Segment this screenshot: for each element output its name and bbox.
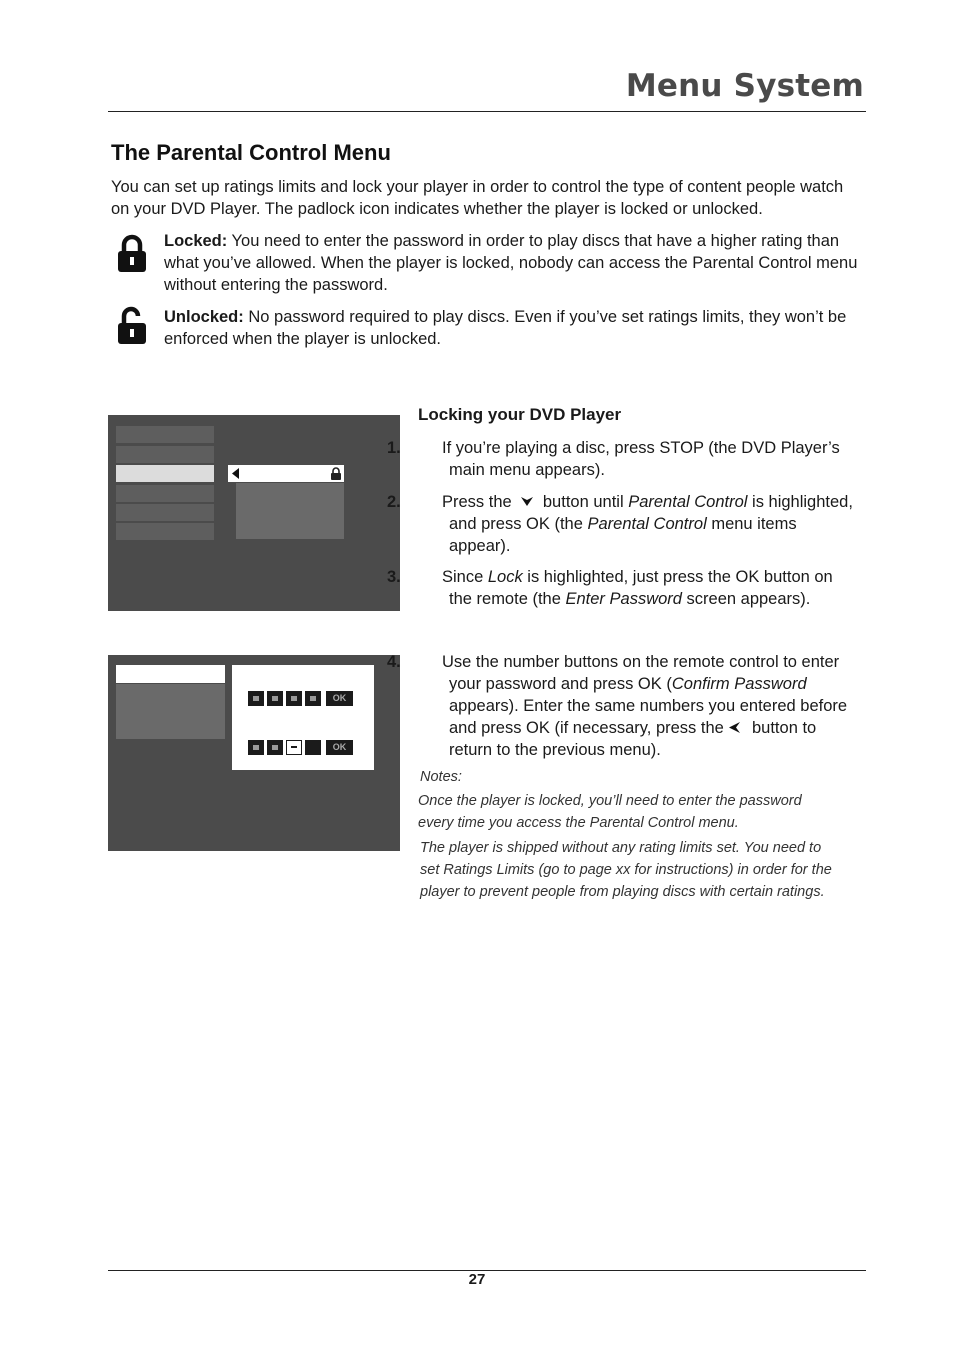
step-1 [387, 437, 858, 481]
step-4 [387, 651, 858, 761]
step-text: Since [442, 568, 488, 586]
step-text: If you’re playing a disc, press STOP (the DVD Player’s main menu appears). [442, 439, 840, 479]
submenu-item-lock [228, 465, 344, 482]
step-text: button until [538, 493, 629, 511]
page-number: 27 [468, 1271, 486, 1288]
small-padlock-icon [330, 467, 342, 480]
menu-item-parental-control [116, 465, 214, 482]
step-text-italic: Parental Control [628, 493, 748, 511]
password-digit [305, 691, 321, 706]
note-1: Once the player is locked, you’ll need to enter the password every time you access the Parental Control menu. [418, 793, 802, 831]
left-triangle-icon [232, 468, 240, 479]
menu-item [116, 523, 214, 540]
locked-text: You need to enter the password in order to play discs that have a higher rating than what you’ve allowed. When the player is locked, nobody can access the Parental Control menu without entering the password. [164, 232, 858, 294]
step-number: 4. [387, 653, 401, 671]
password-digit-empty [305, 740, 321, 755]
menu-panel [116, 684, 225, 739]
locked-label: Locked: [164, 232, 228, 250]
padlock-unlocked-icon [116, 306, 150, 351]
step-2 [387, 491, 858, 557]
menu-item [116, 426, 214, 443]
unlocked-paragraph [164, 306, 864, 350]
down-arrow-icon [520, 496, 534, 507]
step-text: is highlighted, and press OK (the [449, 493, 853, 533]
ok-button: OK [326, 740, 353, 755]
password-digit-cursor [286, 740, 302, 755]
step-number: 2. [387, 493, 401, 511]
step-text: screen appears). [681, 590, 811, 608]
locked-paragraph [164, 230, 864, 296]
step-text: is highlighted, just press the OK button on the remote (the [449, 568, 833, 608]
step-text: button to return to the previous menu). [449, 719, 817, 759]
password-dialog [232, 665, 374, 770]
header-divider [108, 111, 866, 112]
step-text: Use the number buttons on the remote control to enter your password and press OK ( [442, 653, 840, 693]
section-title: The Parental Control Menu [111, 140, 391, 165]
intro-paragraph: You can set up ratings limits and lock your player in order to control the type of content people watch on your DVD Player. The padlock icon indicates whether the player is locked or unlocked. [111, 178, 844, 218]
password-digit [267, 691, 283, 706]
step-text: appears). Enter the same numbers you entered before and press OK (if necessary, press the [449, 697, 848, 737]
step-text-italic: Lock [487, 568, 523, 586]
step-text-italic: Enter Password [565, 590, 682, 608]
menu-screenshot [108, 415, 400, 611]
menu-item [116, 485, 214, 502]
password-digit [286, 691, 302, 706]
step-text: Press the [442, 493, 517, 511]
password-digit [248, 740, 264, 755]
left-arrow-icon [728, 721, 741, 734]
menu-item [116, 446, 214, 463]
step-number: 1. [387, 439, 401, 457]
notes-label: Notes: [420, 769, 462, 785]
step-number: 3. [387, 568, 401, 586]
menu-item [116, 504, 214, 521]
unlocked-label: Unlocked: [164, 308, 244, 326]
page-title: Menu System [625, 68, 864, 104]
padlock-locked-icon [116, 234, 148, 279]
step-text-italic: Parental Control [587, 515, 707, 533]
locking-subheading: Locking your DVD Player [418, 405, 622, 424]
step-text: menu items appear). [449, 515, 797, 555]
unlocked-text: No password required to play discs. Even if you’ve set ratings limits, they won’t be enforced when the player is unlocked. [164, 308, 847, 348]
password-digit [267, 740, 283, 755]
ok-button: OK [326, 691, 353, 706]
password-digit [248, 691, 264, 706]
password-screenshot [108, 655, 400, 851]
step-3 [387, 566, 858, 610]
note-2: The player is shipped without any rating limits set. You need to set Ratings Limits (go to page xx for instructions) in order for the player to prevent people from playing discs with certain ratings. [420, 840, 832, 900]
step-text-italic: Confirm Password [671, 675, 807, 693]
menu-item-highlighted [116, 665, 225, 683]
submenu-panel [236, 483, 344, 539]
